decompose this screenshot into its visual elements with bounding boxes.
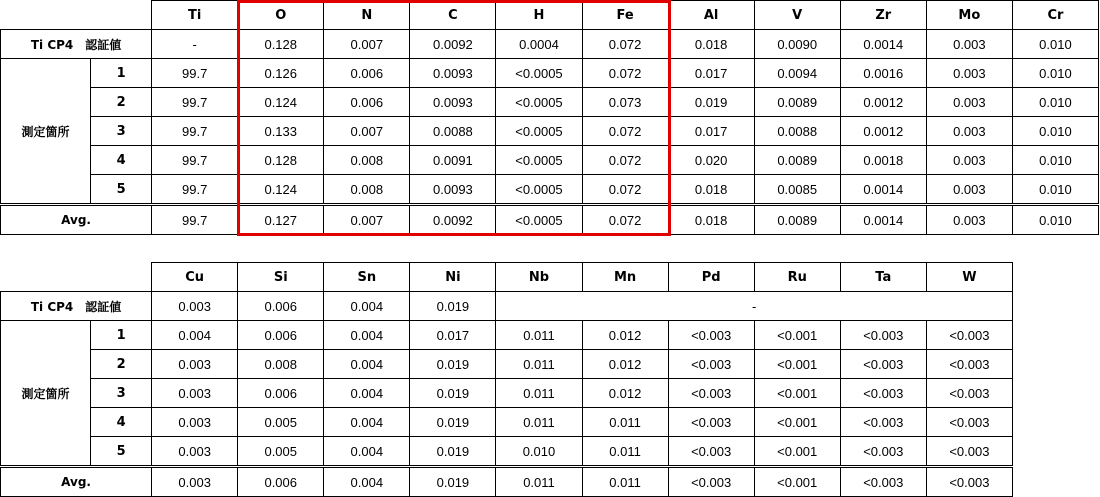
table-cell: 0.010 xyxy=(1012,146,1098,175)
table-cell: <0.003 xyxy=(840,350,926,379)
column-header: Zr xyxy=(840,1,926,30)
table-cell: 0.003 xyxy=(152,437,238,467)
table-cell: 0.004 xyxy=(324,379,410,408)
table-cell: 0.018 xyxy=(668,175,754,205)
table-cell: 0.126 xyxy=(238,59,324,88)
row-id: 2 xyxy=(91,350,152,379)
table-cell: 0.010 xyxy=(1012,88,1098,117)
table-row xyxy=(1,408,1013,437)
column-header: Nb xyxy=(496,263,582,292)
table-cell: 0.004 xyxy=(324,350,410,379)
table-cell: 0.073 xyxy=(582,88,668,117)
table-cell: 99.7 xyxy=(152,88,238,117)
row-id: 1 xyxy=(91,59,152,88)
table-row xyxy=(1,59,1099,88)
table-row xyxy=(1,117,1099,146)
table-cell: 0.003 xyxy=(152,408,238,437)
corner-cell xyxy=(1,1,152,30)
table-cell: <0.0005 xyxy=(496,146,582,175)
column-header: V xyxy=(754,1,840,30)
table-cell: 0.0014 xyxy=(840,175,926,205)
table-cell: 0.019 xyxy=(410,467,496,497)
table-cell: 0.010 xyxy=(1012,175,1098,205)
table-cell: <0.001 xyxy=(754,467,840,497)
row-id: 5 xyxy=(91,437,152,467)
table-row xyxy=(1,379,1013,408)
table-cell: 0.003 xyxy=(926,175,1012,205)
table-cell: 0.0018 xyxy=(840,146,926,175)
table-cell: <0.003 xyxy=(668,408,754,437)
table-cell: 0.004 xyxy=(324,321,410,350)
table-cell: <0.003 xyxy=(840,437,926,467)
table-cell: 0.003 xyxy=(926,30,1012,59)
table-cell: 0.018 xyxy=(668,205,754,235)
table-cell: <0.003 xyxy=(840,321,926,350)
column-header: Ru xyxy=(754,263,840,292)
table-cell: <0.001 xyxy=(754,321,840,350)
table-cell: 0.018 xyxy=(668,30,754,59)
table-cell: 0.017 xyxy=(668,59,754,88)
table-cell: 0.0014 xyxy=(840,205,926,235)
row-id: 3 xyxy=(91,379,152,408)
table-cell: <0.0005 xyxy=(496,88,582,117)
table-cell: 0.004 xyxy=(324,408,410,437)
column-header: H xyxy=(496,1,582,30)
table-cell: <0.0005 xyxy=(496,205,582,235)
table-cell: 0.004 xyxy=(152,321,238,350)
table-cell: <0.003 xyxy=(840,379,926,408)
table-cell: 0.006 xyxy=(324,88,410,117)
column-header: Cr xyxy=(1012,1,1098,30)
table-cell: 0.019 xyxy=(410,408,496,437)
table-cell: 0.0093 xyxy=(410,175,496,205)
table-cell: 0.0012 xyxy=(840,88,926,117)
column-header: Ni xyxy=(410,263,496,292)
table-cell: 99.7 xyxy=(152,117,238,146)
corner-cell xyxy=(1,263,152,292)
table-cell: 0.004 xyxy=(324,292,410,321)
table-cell: 0.0090 xyxy=(754,30,840,59)
table-cell: 0.006 xyxy=(238,292,324,321)
column-header: Cu xyxy=(152,263,238,292)
column-header: Fe xyxy=(582,1,668,30)
table-cell: 99.7 xyxy=(152,146,238,175)
table-cell: <0.003 xyxy=(926,467,1012,497)
table-cell: 0.010 xyxy=(1012,59,1098,88)
table-cell: 0.006 xyxy=(324,59,410,88)
table-cell: 0.010 xyxy=(1012,30,1098,59)
table-cell: 0.124 xyxy=(238,88,324,117)
table-cell: <0.001 xyxy=(754,350,840,379)
composition-table-2 xyxy=(0,262,1013,497)
table-cell: <0.001 xyxy=(754,437,840,467)
table-cell: 0.012 xyxy=(582,321,668,350)
table-cell: 0.017 xyxy=(668,117,754,146)
table-row xyxy=(1,146,1099,175)
table-cell: 0.020 xyxy=(668,146,754,175)
table-row xyxy=(1,321,1013,350)
column-header: Al xyxy=(668,1,754,30)
table-cell: 0.003 xyxy=(152,467,238,497)
table-cell: 0.012 xyxy=(582,379,668,408)
table-cell: <0.003 xyxy=(668,379,754,408)
table-cell: 0.0092 xyxy=(410,30,496,59)
table-cell: <0.003 xyxy=(926,379,1012,408)
table-cell: <0.003 xyxy=(668,321,754,350)
composition-table-1 xyxy=(0,0,1099,235)
table-cell: 0.0089 xyxy=(754,88,840,117)
row-id: 5 xyxy=(91,175,152,205)
table-cell: 0.007 xyxy=(324,117,410,146)
table-cell: <0.003 xyxy=(668,467,754,497)
table-cell: 0.011 xyxy=(582,437,668,467)
column-header: O xyxy=(238,1,324,30)
table-row xyxy=(1,88,1099,117)
table-cell: 0.010 xyxy=(1012,205,1098,235)
certified-row xyxy=(1,292,1013,321)
table-row xyxy=(1,350,1013,379)
column-header: Pd xyxy=(668,263,754,292)
average-row xyxy=(1,205,1099,235)
average-label: Avg. xyxy=(1,467,152,497)
average-row xyxy=(1,467,1013,497)
table-cell: 0.072 xyxy=(582,175,668,205)
certified-label: Ti CP4 認証値 xyxy=(1,292,152,321)
column-header: C xyxy=(410,1,496,30)
table-cell: 0.0092 xyxy=(410,205,496,235)
table-cell: 0.019 xyxy=(410,292,496,321)
table-cell: 0.010 xyxy=(1012,117,1098,146)
table-cell: 0.006 xyxy=(238,321,324,350)
table-cell: <0.003 xyxy=(926,408,1012,437)
row-id: 4 xyxy=(91,408,152,437)
table-cell: 0.0093 xyxy=(410,59,496,88)
column-header: Ti xyxy=(152,1,238,30)
table-cell: 0.004 xyxy=(324,437,410,467)
certified-row xyxy=(1,30,1099,59)
table-cell: 0.006 xyxy=(238,379,324,408)
table-cell: 0.0014 xyxy=(840,30,926,59)
table-cell: <0.0005 xyxy=(496,175,582,205)
table-cell: 0.017 xyxy=(410,321,496,350)
measurement-group-label: 測定箇所 xyxy=(1,59,91,205)
table-cell: 0.004 xyxy=(324,467,410,497)
column-header: W xyxy=(926,263,1012,292)
row-id: 1 xyxy=(91,321,152,350)
table-cell: <0.001 xyxy=(754,379,840,408)
table-cell: 0.003 xyxy=(152,292,238,321)
table-cell: 0.008 xyxy=(324,175,410,205)
table-cell: 0.011 xyxy=(496,321,582,350)
table-cell: 0.072 xyxy=(582,146,668,175)
table-cell: 0.133 xyxy=(238,117,324,146)
table-cell: 0.019 xyxy=(410,437,496,467)
table-cell: 0.010 xyxy=(496,437,582,467)
table-cell: <0.003 xyxy=(668,437,754,467)
table-cell: <0.003 xyxy=(926,437,1012,467)
table-cell: 0.0085 xyxy=(754,175,840,205)
table-cell: 0.003 xyxy=(926,205,1012,235)
table-cell: 99.7 xyxy=(152,205,238,235)
table-cell: 99.7 xyxy=(152,175,238,205)
column-header: Si xyxy=(238,263,324,292)
table-cell: 0.003 xyxy=(152,350,238,379)
table-cell: 0.011 xyxy=(496,379,582,408)
table-cell: 0.0093 xyxy=(410,88,496,117)
table-cell: 0.0089 xyxy=(754,146,840,175)
table-cell: 0.124 xyxy=(238,175,324,205)
table-cell: 0.005 xyxy=(238,408,324,437)
table-cell: 0.011 xyxy=(496,350,582,379)
certified-label: Ti CP4 認証値 xyxy=(1,30,152,59)
merged-cell: - xyxy=(496,292,1013,321)
table-cell: 0.0094 xyxy=(754,59,840,88)
row-id: 3 xyxy=(91,117,152,146)
average-label: Avg. xyxy=(1,205,152,235)
table-cell: 0.019 xyxy=(410,350,496,379)
table-cell: <0.003 xyxy=(668,350,754,379)
table-cell: - xyxy=(152,30,238,59)
table-cell: 0.003 xyxy=(926,59,1012,88)
table-row xyxy=(1,437,1013,467)
table-cell: 0.072 xyxy=(582,205,668,235)
table-cell: <0.0005 xyxy=(496,117,582,146)
table-cell: 0.128 xyxy=(238,30,324,59)
table-cell: 0.0016 xyxy=(840,59,926,88)
table-cell: 0.072 xyxy=(582,117,668,146)
table-cell: <0.001 xyxy=(754,408,840,437)
table-cell: 0.072 xyxy=(582,59,668,88)
table-cell: 0.128 xyxy=(238,146,324,175)
table-cell: 0.072 xyxy=(582,30,668,59)
table-cell: 0.007 xyxy=(324,205,410,235)
table-cell: 0.003 xyxy=(926,88,1012,117)
table-cell: 0.003 xyxy=(152,379,238,408)
column-header: Sn xyxy=(324,263,410,292)
table-cell: 0.003 xyxy=(926,146,1012,175)
table-cell: <0.003 xyxy=(840,408,926,437)
table-cell: 0.006 xyxy=(238,467,324,497)
table-cell: 0.011 xyxy=(496,408,582,437)
table-cell: <0.003 xyxy=(926,321,1012,350)
table-cell: 0.019 xyxy=(668,88,754,117)
column-header: N xyxy=(324,1,410,30)
table-cell: 0.003 xyxy=(926,117,1012,146)
table-cell: 0.011 xyxy=(582,467,668,497)
column-header: Mo xyxy=(926,1,1012,30)
header-row xyxy=(1,1,1099,30)
table-cell: 99.7 xyxy=(152,59,238,88)
table-cell: 0.0089 xyxy=(754,205,840,235)
table-cell: 0.0088 xyxy=(410,117,496,146)
table-cell: 0.012 xyxy=(582,350,668,379)
table-cell: <0.0005 xyxy=(496,59,582,88)
table-cell: 0.008 xyxy=(324,146,410,175)
table-cell: 0.019 xyxy=(410,379,496,408)
header-row xyxy=(1,263,1013,292)
table-cell: 0.008 xyxy=(238,350,324,379)
table-cell: <0.003 xyxy=(840,467,926,497)
table-row xyxy=(1,175,1099,205)
table-cell: 0.007 xyxy=(324,30,410,59)
table-cell: 0.0004 xyxy=(496,30,582,59)
table-cell: 0.0091 xyxy=(410,146,496,175)
table-cell: 0.0012 xyxy=(840,117,926,146)
column-header: Ta xyxy=(840,263,926,292)
table-cell: 0.127 xyxy=(238,205,324,235)
table-cell: 0.011 xyxy=(582,408,668,437)
column-header: Mn xyxy=(582,263,668,292)
row-id: 2 xyxy=(91,88,152,117)
measurement-group-label: 測定箇所 xyxy=(1,321,91,467)
table-cell: 0.011 xyxy=(496,467,582,497)
table-cell: <0.003 xyxy=(926,350,1012,379)
row-id: 4 xyxy=(91,146,152,175)
table-cell: 0.005 xyxy=(238,437,324,467)
table-cell: 0.0088 xyxy=(754,117,840,146)
